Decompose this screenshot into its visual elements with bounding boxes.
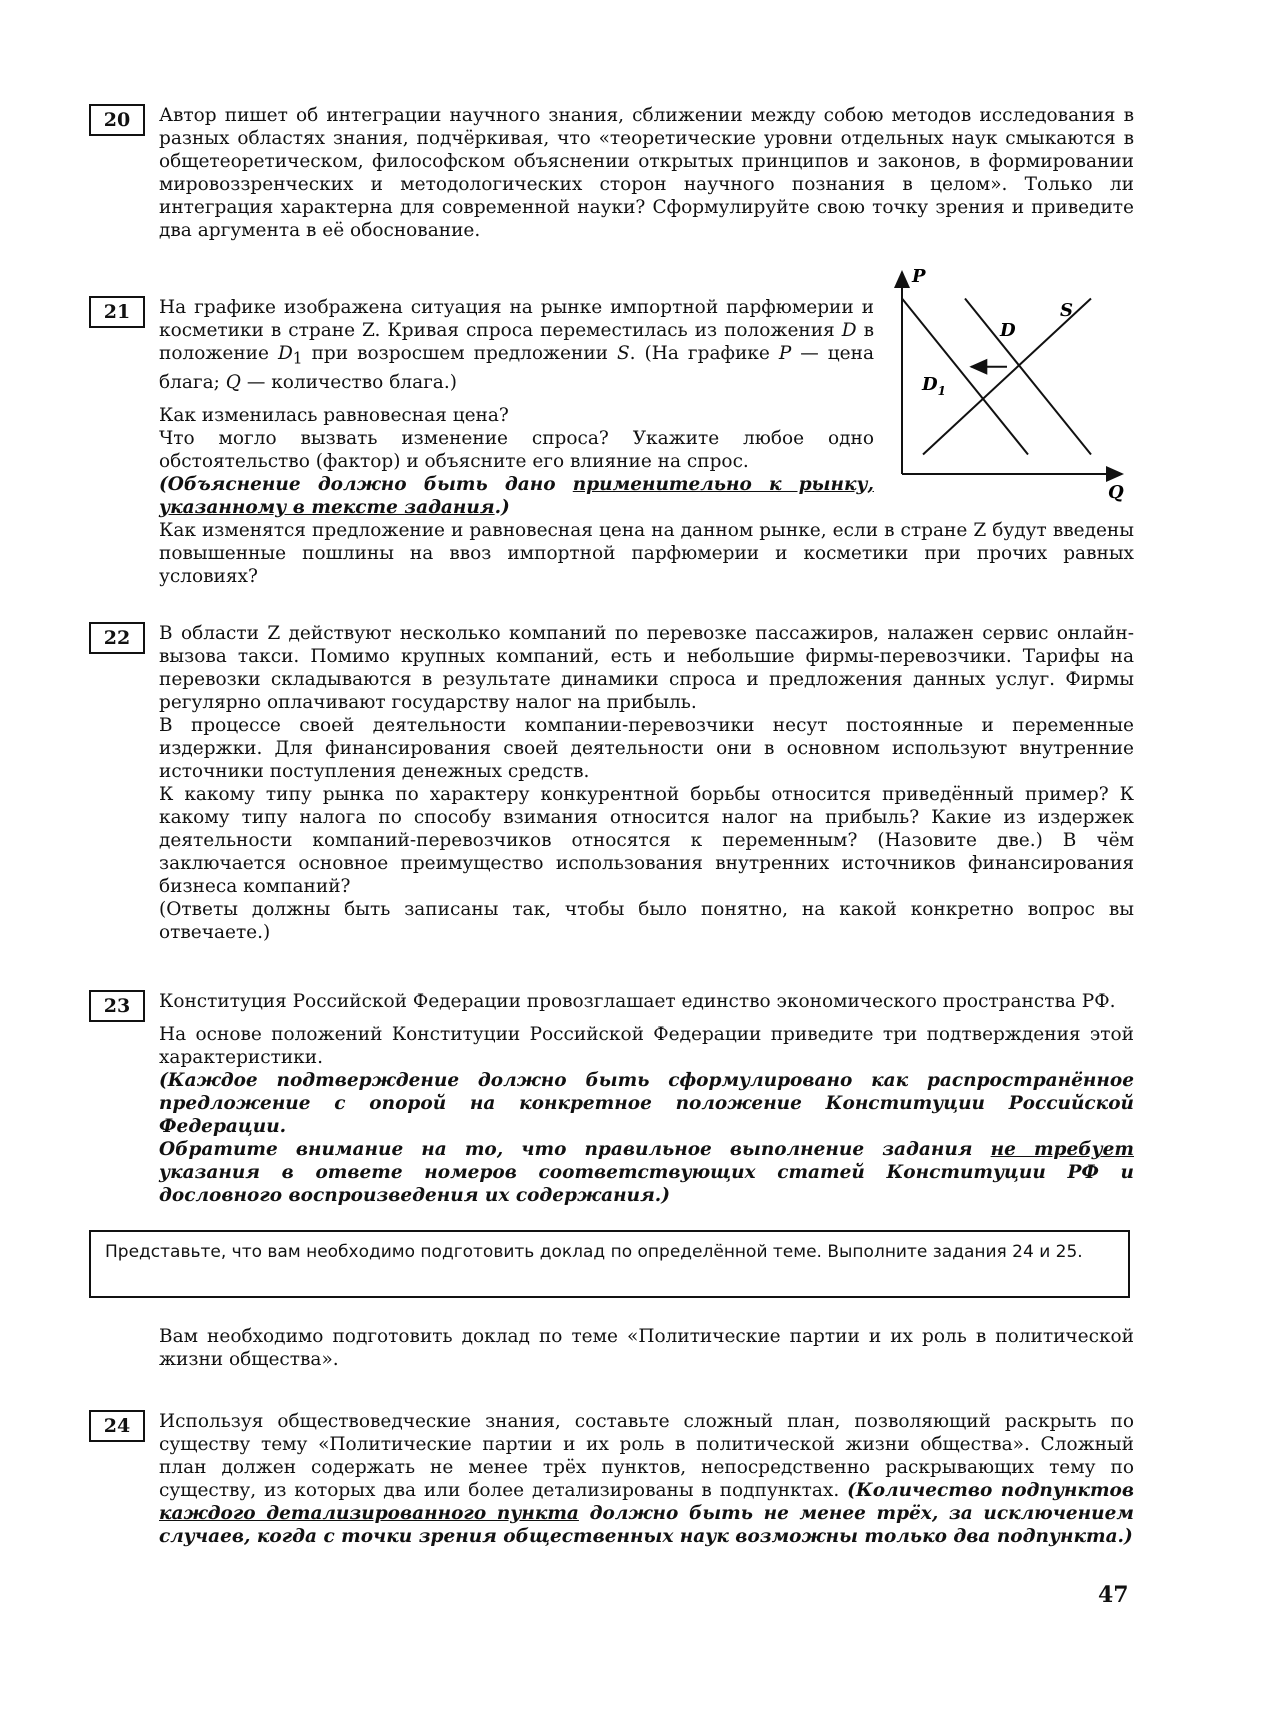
task-23: [89, 990, 1134, 1207]
task-20: [89, 104, 1134, 242]
task-23-paragraph-1: Конституция Российской Федерации провозглашает единство экономического пространства РФ.: [159, 991, 1116, 1012]
notice-box: Представьте, что вам необходимо подготовить доклад по определённой теме. Выполните задания 24 и 25.: [89, 1230, 1130, 1298]
task-number: 21: [89, 296, 145, 328]
report-topic-intro: Вам необходимо подготовить доклад по теме «Политические партии и их роль в политической жизни общества».: [159, 1326, 1134, 1370]
task-23-note-2: Обратите внимание на то, что правильное выполнение задания не требует указания в ответе номеров соответствующих статей Конституции РФ и дословного воспроизведения их содержания.): [159, 1139, 1134, 1206]
task-text: [159, 990, 1134, 1207]
task-22: [89, 622, 1134, 944]
task-number: 20: [89, 104, 145, 136]
task-number: 22: [89, 622, 145, 654]
task-number: 23: [89, 990, 145, 1022]
label-s: S: [1060, 300, 1073, 321]
label-d1: $D_1$: [922, 374, 946, 398]
task-text: [159, 1410, 1134, 1548]
task-22-questions: К какому типу рынка по характеру конкурентной борьбы относится приведённый пример? К какому типу налога по способу взимания относится налог на прибыль? Какие из издержек деятельности компаний-перевозчиков относятся к переменным? (Назовите две.) В чём заключается основное преимущество использования внутренних источников финансирования бизнеса компаний?: [159, 784, 1134, 897]
task-23-paragraph-2: На основе положений Конституции Российской Федерации приведите три подтверждения этой характеристики.: [159, 1024, 1134, 1068]
task-24-paragraph: Используя обществоведческие знания, составьте сложный план, позволяющий раскрыть по существу тему «Политические партии и их роль в политической жизни общества». Сложный план должен содержать не менее трёх пунктов, непосредственно раскрывающих тему по существу, из которых два или более детализированы в подпунктах. (Количество подпунктов каждого детализированного пункта должно быть не менее трёх, за исключением случаев, когда с точки зрения общественных наук возможны только два подпункта.): [159, 1411, 1135, 1547]
task-text: [159, 104, 1134, 242]
task-23-note-1: (Каждое подтверждение должно быть сформулировано как распространённое предложение с опорой на конкретное положение Конституции Российской Федерации.: [159, 1070, 1134, 1137]
task-text: [159, 622, 1134, 944]
task-22-paragraph-1: В области Z действуют несколько компаний по перевозке пассажиров, налажен сервис онлайн-вызова такси. Помимо крупных компаний, есть и небольшие фирмы-перевозчики. Тарифы на перевозки складываются в результате динамики спроса и предложения данных услуг. Фирмы регулярно оплачивают государству налог на прибыль.: [159, 623, 1134, 713]
label-p: P: [912, 266, 926, 287]
task-24: [89, 1410, 1134, 1548]
demand-curve-d: [965, 299, 1091, 455]
label-d: D: [1000, 320, 1016, 341]
task-22-paragraph-2: В процессе своей деятельности компании-перевозчики несут постоянные и переменные издержки. Для финансирования своей деятельности они в основном используют внутренние источники поступления денежных средств.: [159, 715, 1134, 782]
supply-demand-graph: [890, 262, 1130, 502]
task-21-note: (Объяснение должно быть дано применительно к рынку, указанному в тексте задания.): [159, 473, 874, 518]
task-number: 24: [89, 1410, 145, 1442]
task-21-question-price: Как изменилась равновесная цена?: [159, 404, 509, 426]
page-number: 47: [1098, 1582, 1129, 1608]
label-q: Q: [1108, 482, 1124, 502]
task-21-question-demand: Что могло вызвать изменение спроса? Укажите любое одно обстоятельство (фактор) и объясните его влияние на спрос.: [159, 427, 874, 472]
task-22-note: (Ответы должны быть записаны так, чтобы было понятно, на какой конкретно вопрос вы отвечаете.): [159, 899, 1134, 943]
task-21-paragraph: На графике изображена ситуация на рынке импортной парфюмерии и косметики в стране Z. Кривая спроса переместилась из положения D в положение $D_1$ при возросшем предложении S. (На графике P — цена блага; Q — количество блага.): [159, 297, 874, 393]
task-20-text: Автор пишет об интеграции научного знания, сближении между собою методов исследования в разных областях знания, подчёркивая, что «теоретические уровни отдельных наук смыкаются в общетеоретическом, философском объяснении открытых принципов и законов, в формировании мировоззренческих и методологических сторон научного познания в целом». Только ли интеграция характерна для современной науки? Сформулируйте свою точку зрения и приведите два аргумента в её обоснование.: [159, 105, 1134, 241]
task-21-question-supply: Как изменятся предложение и равновесная цена на данном рынке, если в стране Z будут введены повышенные пошлины на ввоз импортной парфюмерии и косметики при прочих равных условиях?: [159, 519, 1134, 587]
